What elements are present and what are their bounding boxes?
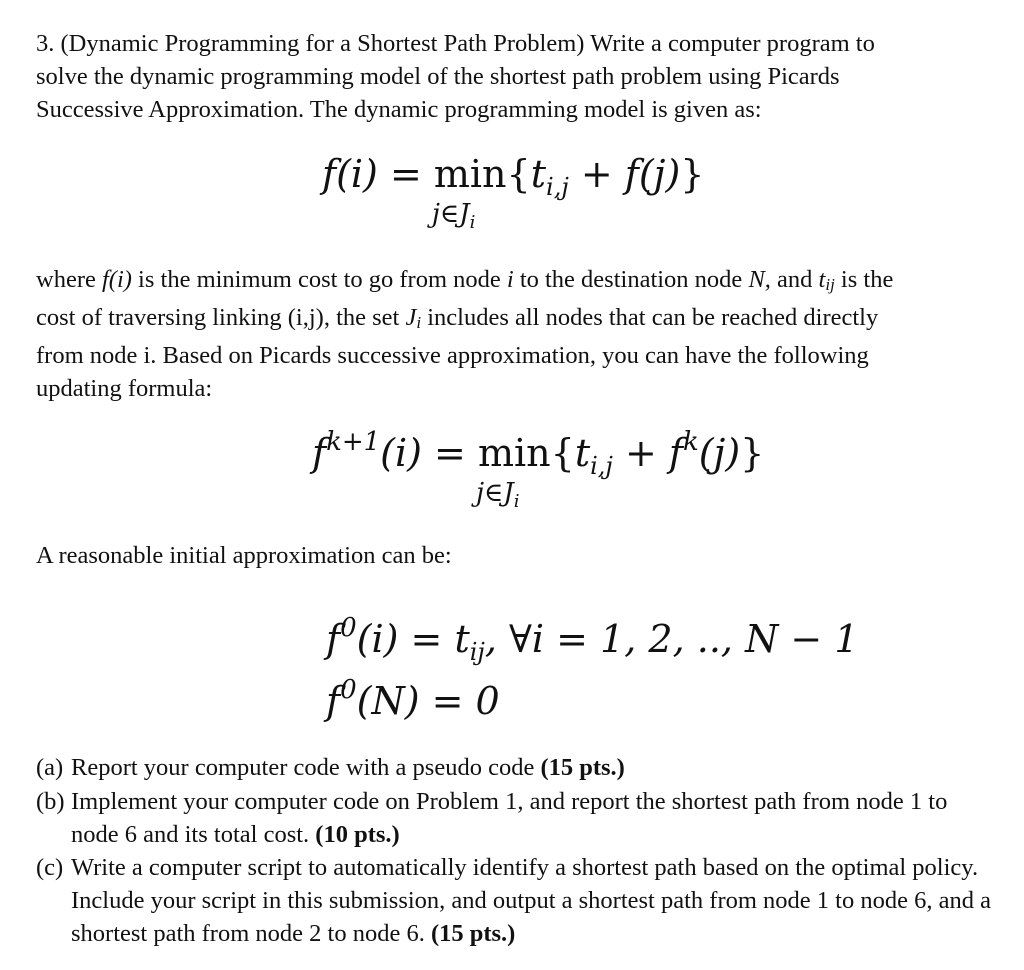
item-a-label: (a) xyxy=(36,754,64,781)
where-l1-tsub: ij xyxy=(825,275,835,294)
eq2-arg: (i) = xyxy=(380,431,478,475)
intro-line-3: Successive Approximation. The dynamic programming model is given as: xyxy=(36,96,762,123)
eq2-sup2: k xyxy=(682,427,699,457)
eq1-brace-close: } xyxy=(680,152,705,196)
where-l1-fi: f(i) xyxy=(101,266,132,293)
item-b-points: (10 pts.) xyxy=(315,821,400,848)
eq1-below-sub: i xyxy=(469,212,476,233)
item-a-text xyxy=(71,751,991,784)
eq4-f: f xyxy=(326,679,341,723)
where-line-2 xyxy=(36,301,991,339)
item-b-label: (b) xyxy=(36,788,65,815)
where-l2-J: J xyxy=(405,304,417,331)
eq4-arg: (N) = 0 xyxy=(356,679,500,723)
where-l1-N: N, xyxy=(748,266,771,293)
where-l1-e: is the xyxy=(834,266,894,293)
intro-line-2: solve the dynamic programming model of the shortest path problem using Picards xyxy=(36,63,840,90)
eq1-t-sub: i,j xyxy=(546,173,569,201)
eq2-t: t xyxy=(574,431,591,475)
where-l1-d: and xyxy=(770,266,819,293)
eq2-below-sub: i xyxy=(513,491,520,512)
eq2-brace-open: { xyxy=(550,431,575,475)
eq1-f: f(j) xyxy=(624,152,681,196)
where-l1-t: t xyxy=(818,266,826,293)
initial-approx-text: A reasonable initial approximation can be: xyxy=(36,542,452,569)
item-a-points: (15 pts.) xyxy=(540,754,625,781)
where-l1-a: where xyxy=(36,266,102,293)
eq1-plus: + xyxy=(568,152,625,196)
eq2-f2: f xyxy=(668,431,683,475)
eq1-min-subscript xyxy=(432,192,476,245)
where-line-4: updating formula: xyxy=(36,375,213,402)
equation-initial-f0-i xyxy=(326,606,859,674)
item-c-label: (c) xyxy=(36,854,64,881)
eq3-t: t xyxy=(454,617,470,661)
eq2-sup: k+1 xyxy=(326,427,381,457)
eq2-brace-close: } xyxy=(740,431,765,475)
list-item-b xyxy=(36,785,991,851)
eq2-t-sub: i,j xyxy=(590,452,613,480)
where-line-1 xyxy=(36,263,991,301)
intro-line-1: 3. (Dynamic Programming for a Shortest Path Problem) Write a computer program to xyxy=(36,30,875,57)
where-line-3: from node i. Based on Picards successive approximation, you can have the following xyxy=(36,342,869,369)
item-c-text xyxy=(71,851,991,950)
eq1-t: t xyxy=(530,152,547,196)
item-c-body: Write a computer script to automatically identify a shortest path based on the optimal policy. Include your script in this submission, and output a shortest path from node 1 to node 6, and a shortest path from node 2 to node 6. xyxy=(71,854,991,947)
eq2-min-subscript xyxy=(476,471,520,524)
where-l1-c: to the destination node xyxy=(513,266,749,293)
where-l2-a: cost of traversing linking (i,j), the set xyxy=(36,304,406,331)
eq3-arg: (i) = xyxy=(356,617,455,661)
where-l2-b: includes all nodes that can be reached directly xyxy=(421,304,879,331)
item-a-body: Report your computer code with a pseudo code xyxy=(71,754,541,781)
eq2-plus: + xyxy=(612,431,669,475)
eq3-f: f xyxy=(326,617,341,661)
where-l1-b: is the minimum cost to go from node xyxy=(131,266,507,293)
eq2-min-text: min xyxy=(477,431,551,475)
list-item-a xyxy=(36,751,991,784)
eq1-lhs: f(i) = xyxy=(322,152,434,196)
item-b-body: Implement your computer code on Problem 1, and report the shortest path from node 1 to node 6 and its total cost. xyxy=(71,788,948,848)
eq1-below-text: j∈J xyxy=(431,199,470,229)
problem-intro xyxy=(36,27,991,126)
where-l1-i: i xyxy=(506,266,514,293)
eq2-arg2: (j) xyxy=(698,431,741,475)
eq4-sup: 0 xyxy=(340,675,357,705)
equation-initial-f0-N xyxy=(326,668,500,723)
eq1-brace-open: { xyxy=(506,152,531,196)
where-paragraph xyxy=(36,263,991,405)
item-c-points: (15 pts.) xyxy=(430,920,516,947)
eq3-rest: , ∀i = 1, 2, .., N − 1 xyxy=(484,617,859,661)
eq3-sup: 0 xyxy=(340,613,357,643)
list-item-c xyxy=(36,851,991,950)
eq1-min-text: min xyxy=(433,152,507,196)
eq3-t-sub: ij xyxy=(469,638,485,666)
eq2-below-text: j∈J xyxy=(475,478,514,508)
item-b-text xyxy=(71,785,991,851)
where-l2-Jsub: i xyxy=(416,313,422,332)
eq2-f: f xyxy=(312,431,327,475)
